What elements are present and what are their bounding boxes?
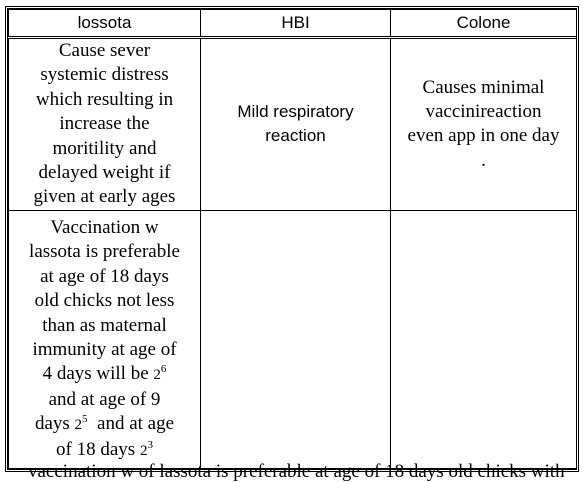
row2-lossota-cell [9, 210, 201, 468]
row1-lossota-line: increase the [59, 113, 150, 135]
row2-lossota-line: immunity at age of [32, 338, 177, 360]
row1-lossota-line: systemic distress [40, 64, 169, 86]
power-exponent: 5 [82, 413, 88, 426]
row2-lossota-line: lassota is preferable [29, 241, 180, 263]
row2-colone-cell [391, 210, 577, 468]
cut-off-text: vaccination w of lassota is preferable at age of 18 days old chicks with [28, 461, 565, 482]
header-row [9, 10, 577, 38]
row2-lossota-line: and at age of 9 [48, 388, 161, 410]
table-row [9, 38, 577, 211]
row2-lossota-line: old chicks not less [34, 290, 175, 312]
table-row [9, 210, 577, 468]
power-base: 2 [153, 367, 161, 384]
row1-hbi-cell [201, 38, 391, 211]
line-text: 4 days will be [42, 363, 154, 385]
row2-lossota-line: at age of 18 days [40, 265, 169, 287]
row1-colone-line: even app in one day [407, 125, 560, 147]
row1-colone-cell [391, 38, 577, 211]
power-base: 2 [74, 417, 83, 434]
power-base: 2 [139, 442, 148, 459]
row1-lossota-cell [9, 38, 201, 211]
row2-hbi-cell [201, 210, 391, 468]
line-text: days [34, 413, 75, 435]
row2-lossota-line: than as maternal [42, 314, 167, 336]
vaccine-comparison-table [8, 9, 577, 469]
row1-lossota-line: delayed weight if [38, 162, 171, 184]
row1-lossota-line: moritility and [52, 137, 157, 159]
row1-lossota-line: which resulting in [35, 88, 174, 110]
header-colone: Colone [391, 10, 577, 38]
header-lossota: lossota [9, 10, 201, 38]
cut-off-text-line [28, 461, 568, 482]
row1-lossota-line: given at early ages [33, 186, 176, 208]
row1-lossota-line: Cause sever [58, 40, 151, 61]
power-exponent: 6 [160, 363, 167, 376]
row1-hbi-line: Mild respiratory [237, 102, 354, 122]
line-text: and at age [87, 413, 175, 435]
line-text: of 18 days [56, 438, 140, 460]
row1-colone-line: vaccinireaction [425, 101, 542, 123]
row1-colone-line: Causes minimal [422, 76, 545, 98]
row1-hbi-line: reaction [265, 126, 326, 146]
row2-lossota-line [9, 438, 200, 463]
vaccine-comparison-table-frame [5, 6, 579, 472]
power-exponent: 3 [147, 438, 153, 451]
header-hbi: HBI [201, 10, 391, 38]
row1-colone-line: . [481, 149, 486, 171]
row2-lossota-line [9, 412, 200, 437]
row2-lossota-line [9, 362, 200, 387]
row2-lossota-line: Vaccination w [50, 216, 159, 238]
